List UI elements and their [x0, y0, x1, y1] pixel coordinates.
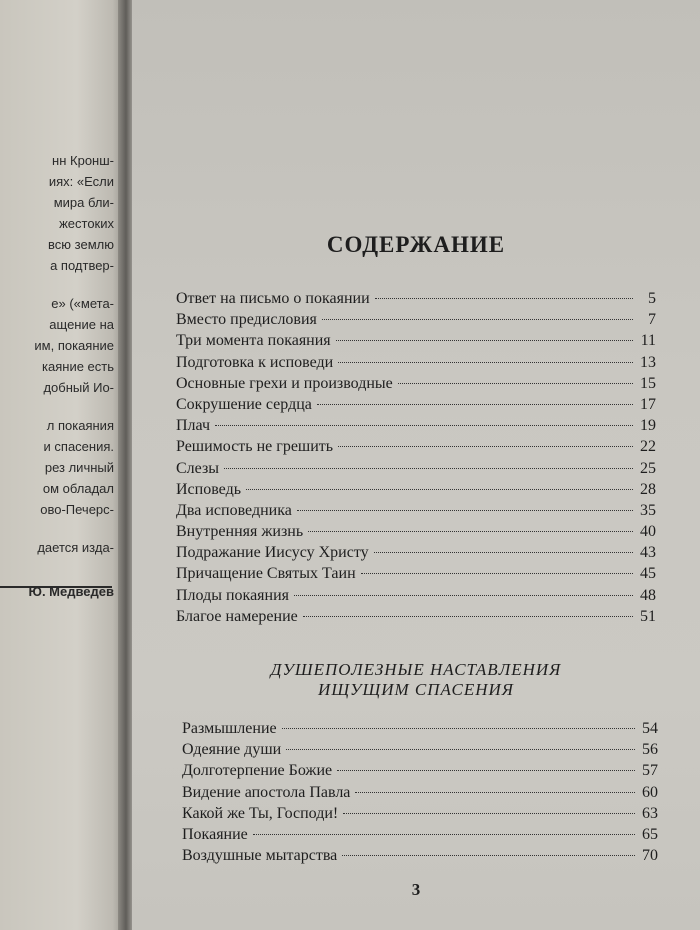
- left-line: нн Кронш-: [52, 153, 114, 168]
- dot-leader: [308, 531, 633, 532]
- page-title: СОДЕРЖАНИЕ: [326, 232, 506, 257]
- toc-entry-page: 40: [640, 523, 656, 541]
- page-number: 3: [411, 880, 421, 899]
- dot-leader: [303, 616, 633, 617]
- toc-entry: [182, 739, 658, 760]
- left-line: л покаяния: [46, 418, 114, 433]
- left-line: а подтвер-: [50, 258, 114, 273]
- dot-leader: [322, 319, 633, 320]
- toc-entry-page: 43: [640, 544, 656, 562]
- toc-entry: [176, 500, 656, 521]
- toc-entry-title: Плоды покаяния: [176, 586, 290, 604]
- toc-entry-page: 35: [640, 501, 656, 519]
- dot-leader: [343, 813, 635, 814]
- subheading-line: ИЩУЩИМ СПАСЕНИЯ: [318, 680, 514, 699]
- toc-entry-title: Одеяние души: [182, 741, 282, 759]
- toc-entry-title: Три момента покаяния: [176, 332, 331, 350]
- dot-leader: [361, 573, 633, 574]
- toc-entry-title: Вместо предисловия: [176, 311, 317, 329]
- toc-entry-page: 11: [640, 332, 656, 350]
- toc-entry: [176, 373, 656, 394]
- left-line: рез личный: [44, 460, 114, 475]
- toc-entry-page: 60: [642, 783, 658, 801]
- toc-entry-title: Причащение Святых Таин: [176, 565, 356, 583]
- toc-entry-page: 48: [640, 586, 656, 604]
- toc-entry: [176, 585, 656, 606]
- toc-entry: [176, 394, 656, 415]
- toc-entry-title: Видение апостола Павла: [182, 783, 351, 801]
- toc-entry-title: Благое намерение: [176, 607, 298, 625]
- toc-entry: [176, 458, 656, 479]
- toc-entry: [182, 718, 658, 739]
- toc-entry: [182, 845, 658, 866]
- left-line: и спасения.: [43, 439, 114, 454]
- dot-leader: [355, 792, 635, 793]
- left-gap: [29, 558, 114, 581]
- left-line: ащение на: [49, 317, 114, 332]
- left-line: всю землю: [48, 237, 114, 252]
- toc-entry: [176, 479, 656, 500]
- left-line: каяние есть: [42, 359, 114, 374]
- toc-entry-title: Подготовка к исповеди: [176, 353, 334, 371]
- toc-entry: [182, 824, 658, 845]
- dot-leader: [317, 404, 633, 405]
- toc-entry: [176, 563, 656, 584]
- author-signature: Ю. Медведев: [28, 584, 114, 599]
- dot-leader: [286, 749, 635, 750]
- toc-entry-title: Плач: [176, 417, 211, 435]
- left-gap: [29, 276, 114, 293]
- dot-leader: [337, 770, 635, 771]
- dot-leader: [253, 834, 635, 835]
- dot-leader: [224, 468, 633, 469]
- toc-entry-title: Воздушные мытарства: [182, 847, 338, 865]
- toc-entry-page: 51: [640, 607, 656, 625]
- dot-leader: [338, 446, 633, 447]
- left-line: иях: «Если: [48, 174, 114, 189]
- dot-leader: [336, 340, 633, 341]
- dot-leader: [282, 728, 635, 729]
- toc-entry-page: 7: [648, 311, 656, 329]
- toc-entry-title: Два исповедника: [176, 501, 292, 519]
- toc-entry-page: 5: [648, 290, 656, 307]
- dot-leader: [215, 425, 633, 426]
- left-gap: [29, 520, 114, 537]
- toc-entry-title: Ответ на письмо о покаянии: [176, 290, 370, 307]
- left-line: добный Ио-: [43, 380, 114, 395]
- toc-entry-title: Слезы: [176, 459, 220, 477]
- left-gap: [29, 398, 114, 415]
- dot-leader: [398, 383, 633, 384]
- left-page-text: [29, 150, 114, 602]
- toc-entry: [176, 415, 656, 436]
- left-line: дается изда-: [37, 540, 114, 555]
- toc-entry-title: Решимость не грешить: [176, 438, 334, 456]
- left-line: е» («мета-: [51, 296, 114, 311]
- toc-entry-page: 25: [640, 459, 656, 477]
- dot-leader: [297, 510, 633, 511]
- toc-entry-title: Исповедь: [176, 480, 242, 498]
- toc-entry-page: 22: [640, 438, 656, 456]
- left-line: ом обладал: [42, 481, 114, 496]
- toc-entry-page: 57: [642, 762, 658, 780]
- toc-entry: [182, 803, 658, 824]
- toc-entry: [182, 782, 658, 803]
- toc-entry: [176, 352, 656, 373]
- dot-leader: [374, 552, 633, 553]
- toc-entry-page: 17: [640, 395, 656, 413]
- toc-entry-title: Какой же Ты, Господи!: [182, 804, 339, 822]
- toc-entry-title: Размышление: [182, 720, 277, 737]
- toc-entry: [176, 521, 656, 542]
- toc-entry-page: 65: [642, 825, 658, 843]
- toc-entry-page: 54: [642, 720, 658, 737]
- divider-rule: [0, 586, 112, 588]
- dot-leader: [375, 298, 633, 299]
- toc-entry-title: Долготерпение Божие: [182, 762, 333, 780]
- right-page: [132, 0, 700, 930]
- toc-entry-title: Подражание Иисусу Христу: [176, 544, 369, 562]
- toc-entry-title: Основные грехи и производные: [176, 374, 393, 392]
- toc-entry-page: 13: [640, 353, 656, 371]
- section-subheading: [132, 660, 700, 700]
- toc-entry-page: 70: [642, 847, 658, 865]
- toc-entry-page: 28: [640, 480, 656, 498]
- toc-entry-title: Внутренняя жизнь: [176, 523, 304, 541]
- table-of-contents-section-2: [182, 718, 658, 866]
- toc-entry-page: 56: [642, 741, 658, 759]
- toc-entry-title: Покаяние: [182, 825, 248, 843]
- dot-leader: [294, 595, 633, 596]
- toc-entry-page: 19: [640, 417, 656, 435]
- left-line: ово-Печерс-: [40, 502, 114, 517]
- left-line: мира бли-: [53, 195, 114, 210]
- toc-entry: [176, 436, 656, 457]
- toc-entry-page: 63: [642, 804, 658, 822]
- toc-entry-page: 15: [640, 374, 656, 392]
- left-line: им, покаяние: [34, 338, 114, 353]
- toc-entry-page: 45: [640, 565, 656, 583]
- dot-leader: [342, 855, 635, 856]
- toc-entry: [176, 330, 656, 351]
- toc-entry-title: Сокрушение сердца: [176, 395, 312, 413]
- left-page: [0, 0, 128, 930]
- dot-leader: [338, 362, 633, 363]
- table-of-contents: [176, 288, 656, 627]
- dot-leader: [246, 489, 633, 490]
- toc-entry: [176, 309, 656, 330]
- toc-entry: [176, 288, 656, 309]
- toc-entry: [176, 606, 656, 627]
- left-line: жестоких: [59, 216, 114, 231]
- toc-entry: [176, 542, 656, 563]
- subheading-line: ДУШЕПОЛЕЗНЫЕ НАСТАВЛЕНИЯ: [270, 660, 562, 679]
- toc-entry: [182, 760, 658, 781]
